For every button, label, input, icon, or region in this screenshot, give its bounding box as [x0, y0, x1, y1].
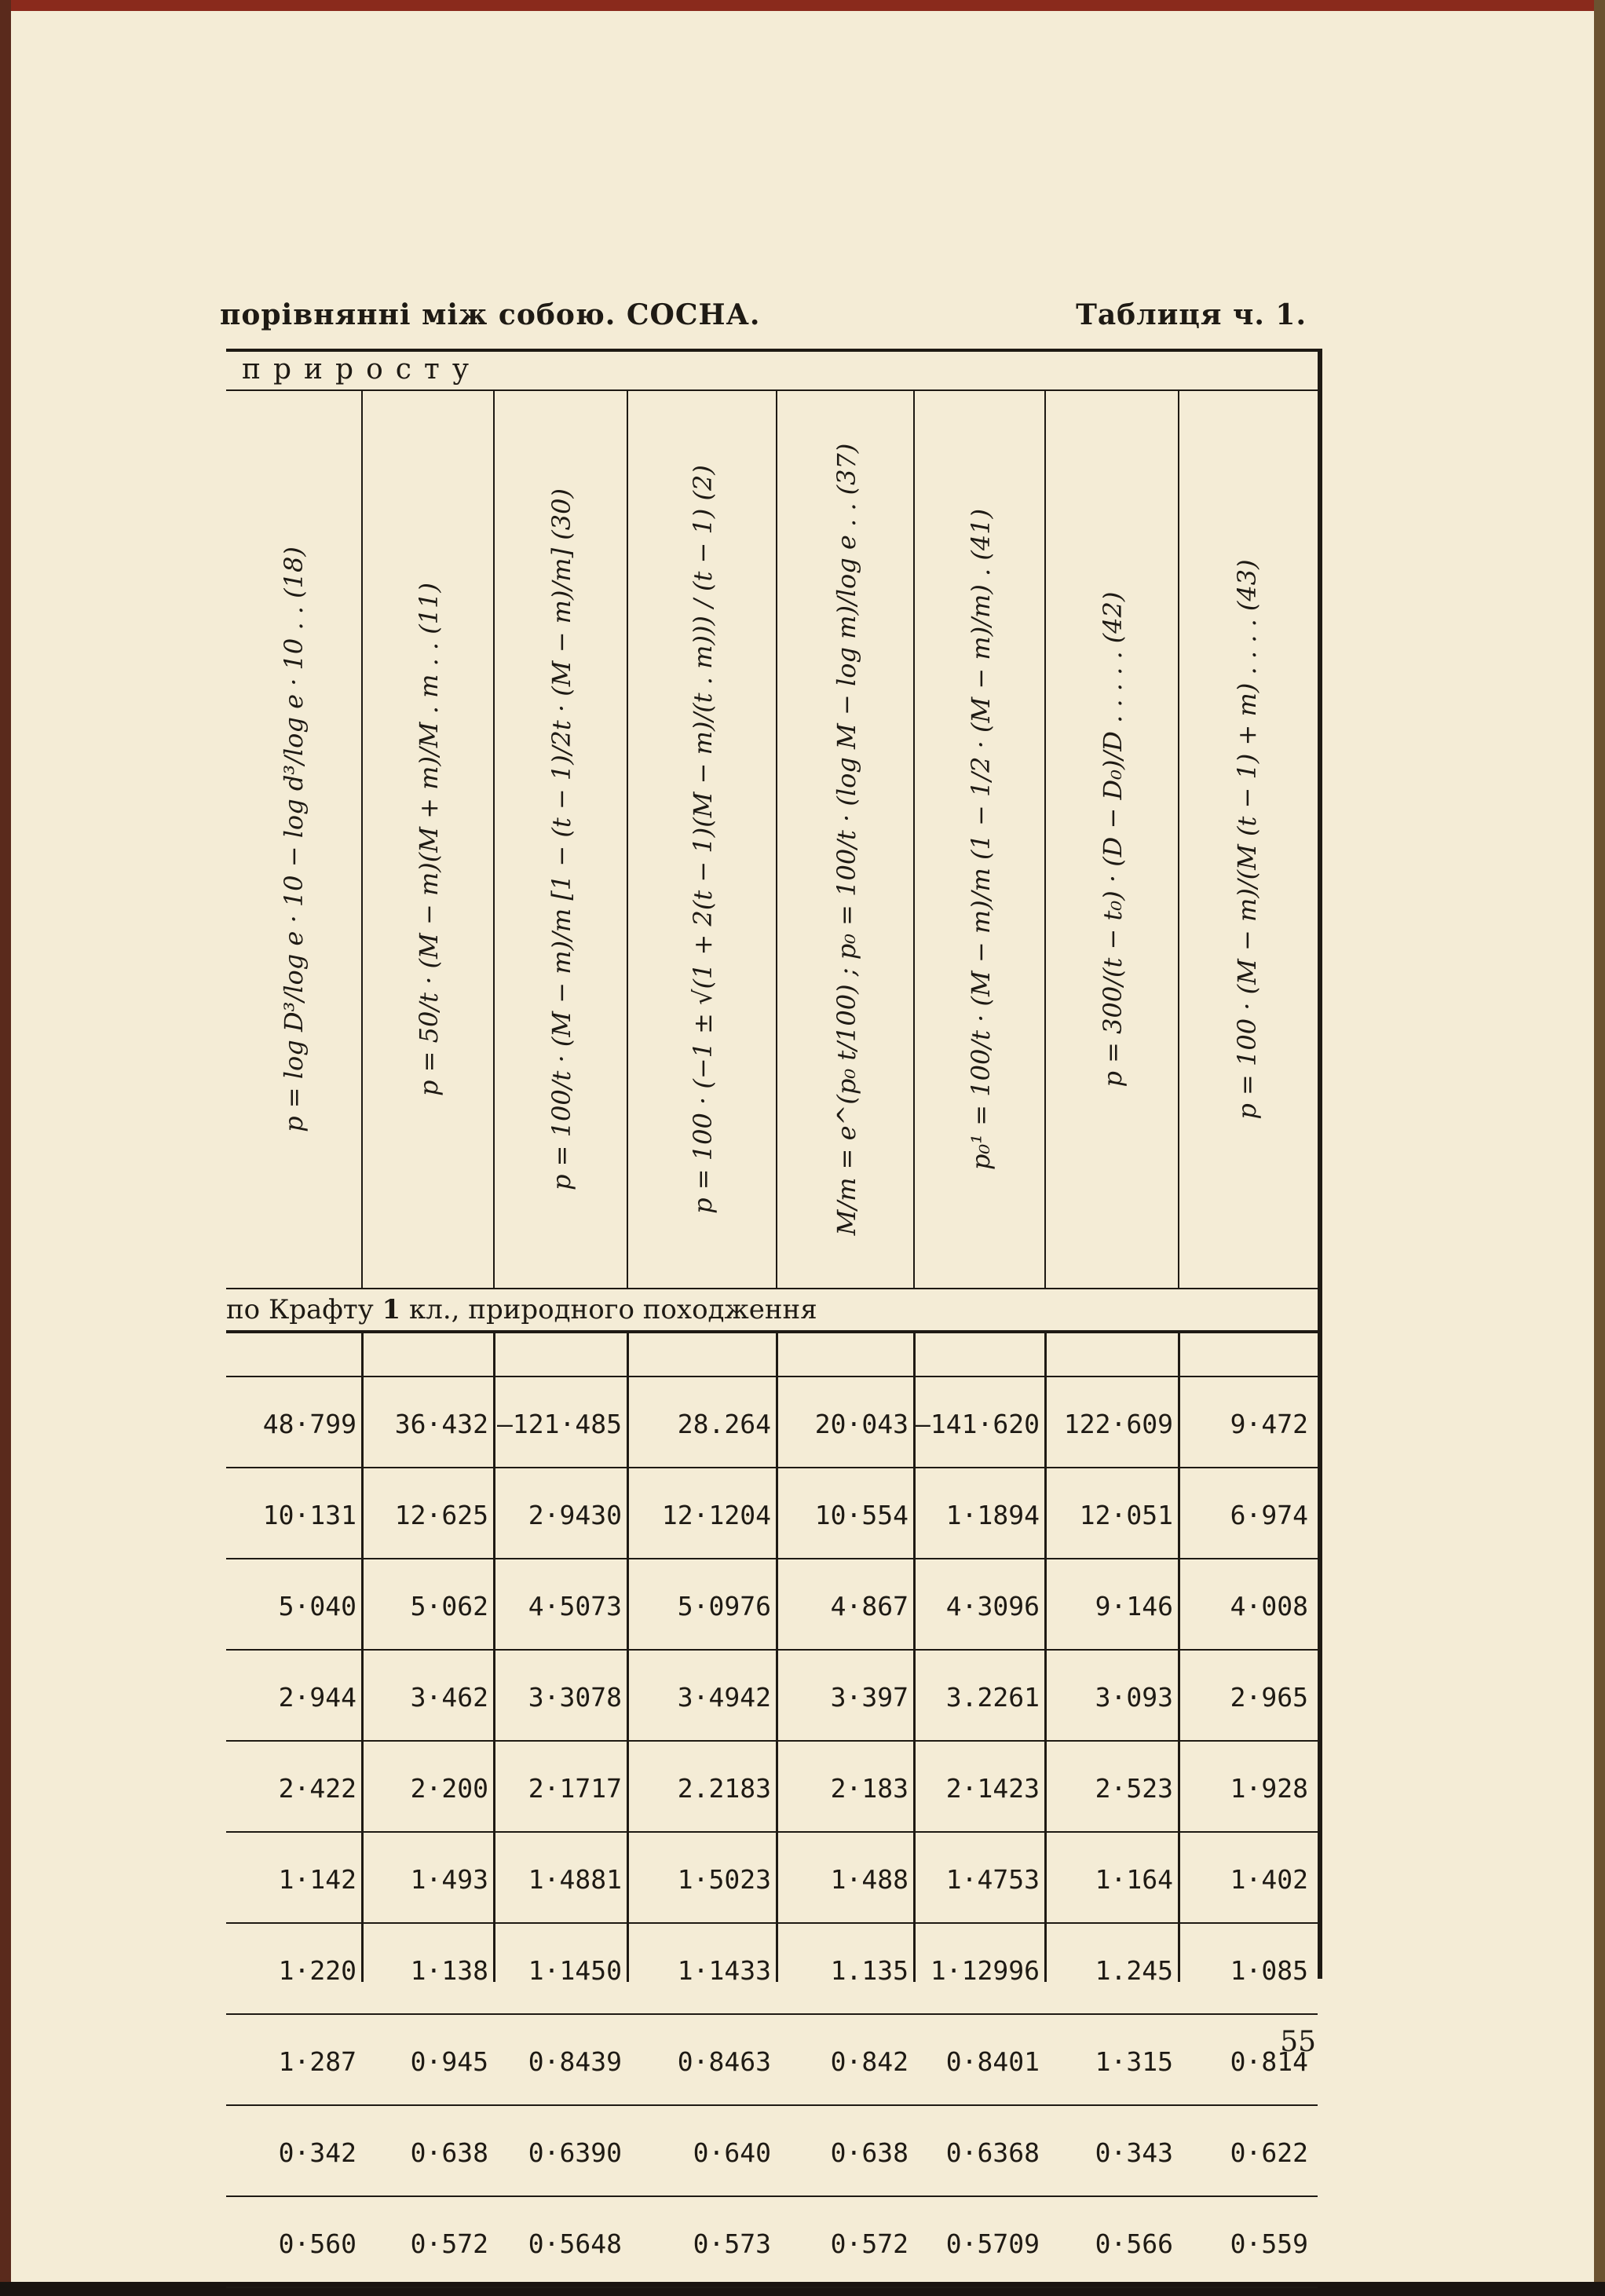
table-row — [226, 1834, 1318, 1925]
table-cell: 0·640 — [693, 2137, 771, 2168]
row-separator — [226, 1558, 1318, 1559]
formula-text: p = 100 · (M − m)/(M (t − 1) + m) . . . . (43) — [1232, 559, 1262, 1120]
data-body — [226, 1330, 1318, 2259]
table-cell: 10·554 — [814, 1500, 909, 1530]
table-cell: 0·573 — [693, 2228, 771, 2259]
kraft-class-label — [226, 1294, 817, 1325]
table-cell: 20·043 — [814, 1409, 909, 1439]
page-edge-left — [0, 0, 11, 2296]
table-cell: 1·488 — [830, 1864, 909, 1895]
table-cell: 122·609 — [1063, 1409, 1173, 1439]
formula-cell-4 — [627, 391, 777, 1288]
table-cell: 3.2261 — [945, 1682, 1040, 1713]
kraft-label-before: по Крафту — [226, 1294, 382, 1325]
row-separator — [226, 1831, 1318, 1833]
table-cell: 1·4753 — [945, 1864, 1040, 1895]
formula-text: M/m = e^(p₀ t/100) ; p₀ = 100/t · (log M − log m)/log e . . (37) — [831, 443, 861, 1236]
table-cell: 1·1450 — [528, 1955, 622, 1986]
page-title: порівнянні між собою. СОСНА. — [220, 298, 761, 331]
table-cell: 36·432 — [394, 1409, 488, 1439]
table-cell: 1.245 — [1095, 1955, 1173, 1986]
table-cell: 0·638 — [410, 2137, 488, 2168]
data-table — [226, 349, 1322, 2259]
row-separator — [226, 1467, 1318, 1468]
formula-text: p = 100 · (−1 ± √(1 + 2(t − 1)(M − m)/(t . m))) / (t − 1) (2) — [688, 465, 718, 1214]
table-cell: 3·397 — [830, 1682, 909, 1713]
table-cell: 2·9430 — [528, 1500, 622, 1530]
table-cell: 1·928 — [1230, 1773, 1308, 1804]
table-top-rule — [226, 349, 1318, 352]
table-cell: 4·3096 — [945, 1591, 1040, 1621]
table-row — [226, 2108, 1318, 2199]
table-cell: 1.135 — [830, 1955, 909, 1986]
table-cell: 5·062 — [410, 1591, 488, 1621]
table-cell: 2·1717 — [528, 1773, 622, 1804]
table-cell: 0·5648 — [528, 2228, 622, 2259]
table-cell: 1·402 — [1230, 1864, 1308, 1895]
table-cell: 0·842 — [830, 2046, 909, 2077]
table-cell: 2.2183 — [677, 1773, 771, 1804]
table-row — [226, 1743, 1318, 1834]
row-separator — [226, 1922, 1318, 1924]
table-cell: 0·572 — [410, 2228, 488, 2259]
table-cell: 0·5709 — [945, 2228, 1040, 2259]
table-cell: 0·343 — [1095, 2137, 1173, 2168]
formula-cell-3 — [493, 391, 628, 1288]
table-cell: 28.264 — [677, 1409, 771, 1439]
row-separator — [226, 2195, 1318, 2197]
table-row — [226, 1652, 1318, 1743]
table-cell: 4·867 — [830, 1591, 909, 1621]
formula-cell-1 — [226, 391, 361, 1288]
table-row — [226, 2199, 1318, 2290]
table-cell: 2·523 — [1095, 1773, 1173, 1804]
table-cell: 3·4942 — [677, 1682, 771, 1713]
table-cell: 3·462 — [410, 1682, 488, 1713]
row-separator — [226, 2104, 1318, 2106]
table-cell: 2·200 — [410, 1773, 488, 1804]
row-separator — [226, 1740, 1318, 1742]
table-cell: 2·1423 — [945, 1773, 1040, 1804]
table-cell: 10·131 — [262, 1500, 356, 1530]
table-cell: 1·085 — [1230, 1955, 1308, 1986]
table-cell: 1·287 — [278, 2046, 356, 2077]
table-cell: 2·183 — [830, 1773, 909, 1804]
table-cell: 1·4881 — [528, 1864, 622, 1895]
table-cell: 5·040 — [278, 1591, 356, 1621]
formula-cell-8 — [1178, 391, 1314, 1288]
formula-text: p = 300/(t − t₀) · (D − D₀)/D . . . . . (42) — [1098, 591, 1128, 1088]
table-cell: 1·493 — [410, 1864, 488, 1895]
table-row — [226, 1470, 1318, 1561]
formula-text: p = 50/t · (M − m)(M + m)/M . m . . (11) — [414, 583, 444, 1096]
table-cell: 1·5023 — [677, 1864, 771, 1895]
table-cell: 1·138 — [410, 1955, 488, 1986]
row-separator — [226, 2287, 1318, 2288]
table-cell: 0·572 — [830, 2228, 909, 2259]
table-cell: 12·625 — [394, 1500, 488, 1530]
row-separator — [226, 1649, 1318, 1651]
section-label: приросту — [242, 353, 482, 386]
table-cell: 0·559 — [1230, 2228, 1308, 2259]
table-cell: —121·485 — [497, 1409, 622, 1439]
formula-cell-2 — [361, 391, 495, 1288]
table-cell: 12·051 — [1079, 1500, 1173, 1530]
table-cell: 1·220 — [278, 1955, 356, 1986]
kraft-label-after: кл., природного походження — [400, 1294, 817, 1325]
table-cell: 1·164 — [1095, 1864, 1173, 1895]
table-cell: 0·8463 — [677, 2046, 771, 2077]
table-cell: —141·620 — [915, 1409, 1040, 1439]
table-cell: 0·6390 — [528, 2137, 622, 2168]
table-cell: 1·12996 — [930, 1955, 1040, 1986]
page-number: 55 — [1280, 2026, 1316, 2058]
table-cell: 0·6368 — [945, 2137, 1040, 2168]
table-cell: 9·146 — [1095, 1591, 1173, 1621]
table-cell: 0·814 — [1230, 2046, 1308, 2077]
table-cell: 5·0976 — [677, 1591, 771, 1621]
table-cell: 1·1433 — [677, 1955, 771, 1986]
formula-header-row — [226, 389, 1318, 1289]
table-cell: 6·974 — [1230, 1500, 1308, 1530]
table-cell: 9·472 — [1230, 1409, 1308, 1439]
table-cell: 4·008 — [1230, 1591, 1308, 1621]
table-cell: 12·1204 — [661, 1500, 771, 1530]
table-cell: 2·422 — [278, 1773, 356, 1804]
table-cell: 0·560 — [278, 2228, 356, 2259]
formula-text: p₀¹ = 100/t · (M − m)/m (1 − 1/2 · (M − m)/m) . (41) — [965, 508, 996, 1171]
table-number: Таблиця ч. 1. — [1076, 298, 1307, 331]
table-cell: 0·342 — [278, 2137, 356, 2168]
table-row — [226, 2016, 1318, 2108]
table-cell: 2·944 — [278, 1682, 356, 1713]
table-cell: 3·3078 — [528, 1682, 622, 1713]
table-cell: 0·945 — [410, 2046, 488, 2077]
table-cell: 1·315 — [1095, 2046, 1173, 2077]
table-row — [226, 1379, 1318, 1470]
table-cell: 0·8439 — [528, 2046, 622, 2077]
table-cell: 0·638 — [830, 2137, 909, 2168]
table-cell: 2·965 — [1230, 1682, 1308, 1713]
page-edge-top — [0, 0, 1605, 11]
table-row — [226, 1925, 1318, 2016]
row-separator — [226, 2013, 1318, 2015]
table-cell: 1·142 — [278, 1864, 356, 1895]
table-cell: 3·093 — [1095, 1682, 1173, 1713]
formula-cell-7 — [1044, 391, 1179, 1288]
formula-text: p = log D³/log e · 10 − log d³/log e · 10 . . (18) — [279, 547, 309, 1132]
table-cell: 1·1894 — [945, 1500, 1040, 1530]
table-row — [226, 1561, 1318, 1652]
row-separator — [226, 1376, 1318, 1377]
table-cell: 0·566 — [1095, 2228, 1173, 2259]
kraft-label-class-number: 1 — [382, 1294, 401, 1325]
formula-cell-5 — [776, 391, 915, 1288]
page-edge-right — [1594, 0, 1605, 2296]
formula-text: p = 100/t · (M − m)/m [1 − (t − 1)/2t · (M − m)/m] (30) — [547, 488, 576, 1190]
table-cell: 48·799 — [262, 1409, 356, 1439]
table-cell: 0·622 — [1230, 2137, 1308, 2168]
formula-cell-6 — [913, 391, 1046, 1288]
table-cell: 4·5073 — [528, 1591, 622, 1621]
table-cell: 0·8401 — [945, 2046, 1040, 2077]
